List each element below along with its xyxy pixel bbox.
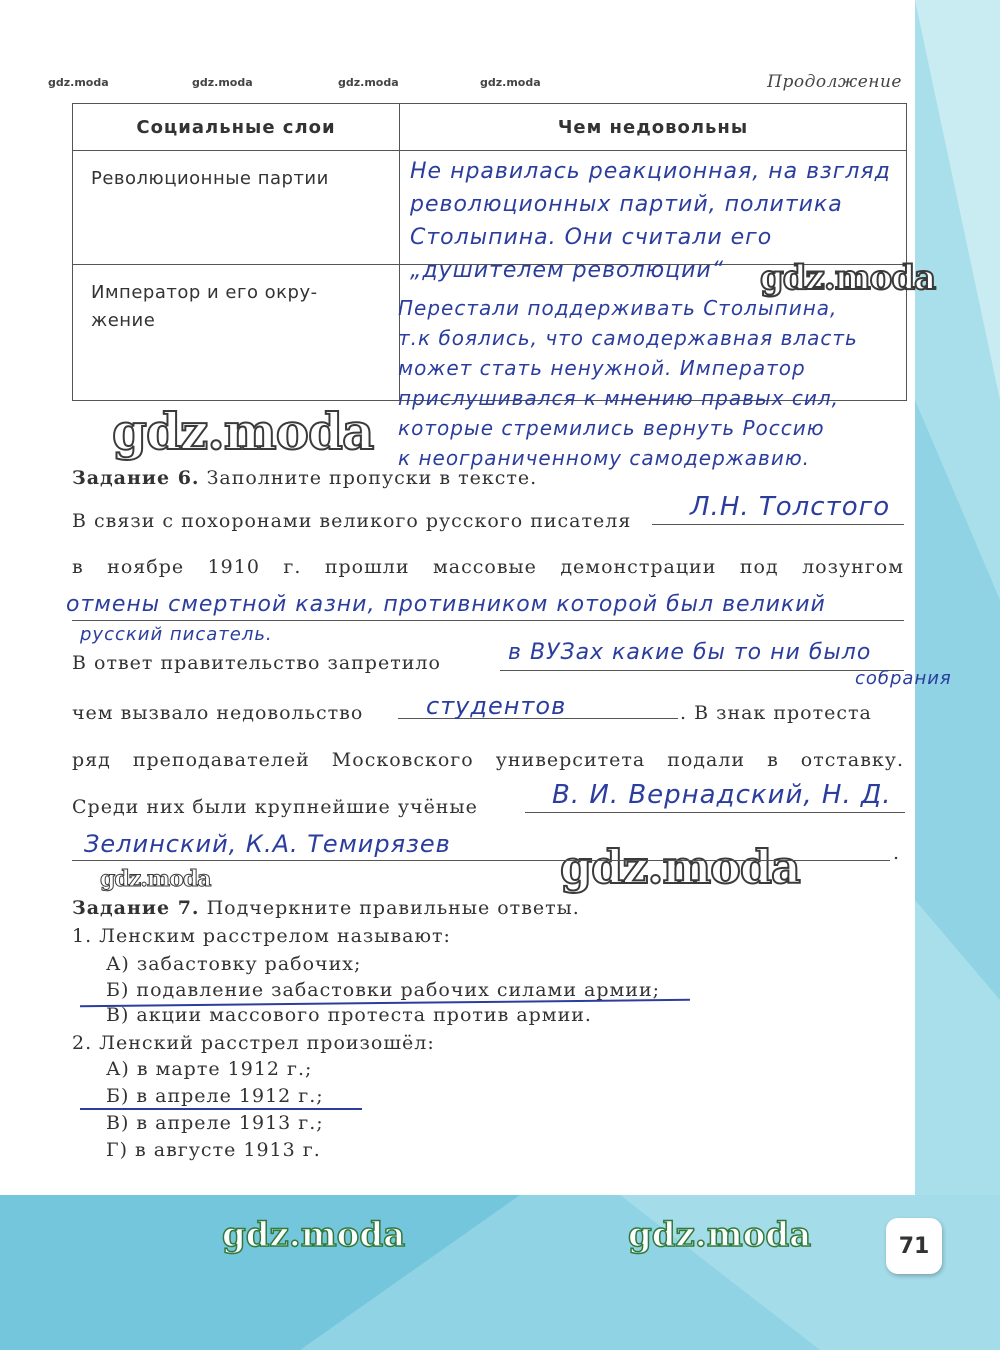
task6-sentence-5: ряд преподавателей Московского университета подали в отставку. [72,749,904,771]
answer-line: революционных партий, политика [410,192,843,217]
option-selected: Б) подавление забастовки рабочих силами армии; [106,979,661,1001]
sentence-end: . [893,842,901,864]
task6-instruction: Заполните пропуски в тексте. [206,467,538,489]
option: Г) в августе 1913 г. [106,1139,321,1161]
table-header-discontent: Чем недовольны [400,104,907,151]
answer-slogan-cont: русский писатель. [80,624,273,645]
task6-sentence-4a: чем вызвало недовольство [72,702,364,724]
answer-ban: в ВУЗах какие бы то ни было [508,640,872,665]
answer-line: Столыпина. Они считали его [410,225,773,250]
blank-line [72,860,890,861]
watermark-large: gdz.moda [760,258,936,298]
answer-slogan: отмены смертной казни, противником которой был великий [66,592,826,617]
watermark-top: gdz.moda [192,76,253,89]
continuation-label: Продолжение [767,72,902,92]
answer-line: „душителем революции“ [410,258,725,283]
watermark-footer: gdz.moda [628,1215,812,1255]
answer-line: которые стремились вернуть Россию [398,416,825,440]
option: А) в марте 1912 г.; [106,1058,313,1080]
answer-scientists-cont: Зелинский, К.А. Темирязев [84,830,451,858]
layer-cell: Император и его окру-жение [73,265,400,401]
watermark-top: gdz.moda [480,76,541,89]
table-header-layers: Социальные слои [73,104,400,151]
task6-sentence-4b: . В знак протеста [680,702,872,724]
layer-cell: Революционные партии [73,151,400,265]
question-1: 1. Ленским расстрелом называют: [72,925,451,947]
task6-sentence-6: Среди них были крупнейшие учёные [72,796,478,818]
page-number: 71 [886,1218,942,1274]
watermark-large: gdz.moda [112,402,374,461]
option-selected: Б) в апреле 1912 г.; [106,1085,324,1107]
option: А) забастовку рабочих; [106,953,362,975]
task7-title: Задание 7. [72,897,200,919]
watermark-large: gdz.moda [560,840,800,894]
watermark-small: gdz.moda [100,866,211,892]
task6-sentence-1: В связи с похоронами великого русского писателя [72,510,632,532]
question-2: 2. Ленский расстрел произошёл: [72,1032,435,1054]
handwritten-answer [398,293,918,473]
watermark-footer: gdz.moda [222,1215,406,1255]
answer-line: т.к боялись, что самодержавная власть [398,326,858,350]
answer-line: прислушивался к мнению правых сил, [398,386,840,410]
option: В) в апреле 1913 г.; [106,1112,324,1134]
answer-scientists: В. И. Вернадский, Н. Д. [552,780,892,810]
answer-line: Перестали поддерживать Столыпина, [398,296,838,320]
answer-underline [80,1108,362,1110]
answer-line: к неограниченному самодержавию. [398,446,811,470]
task7-heading [72,897,580,919]
task6-sentence-3: В ответ правительство запретило [72,652,441,674]
answer-line: может стать ненужной. Император [398,356,806,380]
blank-line [500,670,904,671]
answer-ban-cont: собрания [855,668,952,689]
task6-heading [72,467,537,489]
task7-instruction: Подчеркните правильные ответы. [206,897,580,919]
answer-students: студентов [426,692,567,720]
watermark-top: gdz.moda [48,76,109,89]
watermark-top: gdz.moda [338,76,399,89]
answer-line: Не нравилась реакционная, на взгляд [410,159,891,184]
answer-writer: Л.Н. Толстого [690,492,891,522]
task6-title: Задание 6. [72,467,200,489]
blank-line [525,812,905,813]
blank-line [72,620,904,621]
blank-line [652,524,904,525]
task6-sentence-2: в ноябре 1910 г. прошли массовые демонстрации под лозунгом [72,556,904,578]
option: В) акции массового протеста против армии. [106,1004,592,1026]
